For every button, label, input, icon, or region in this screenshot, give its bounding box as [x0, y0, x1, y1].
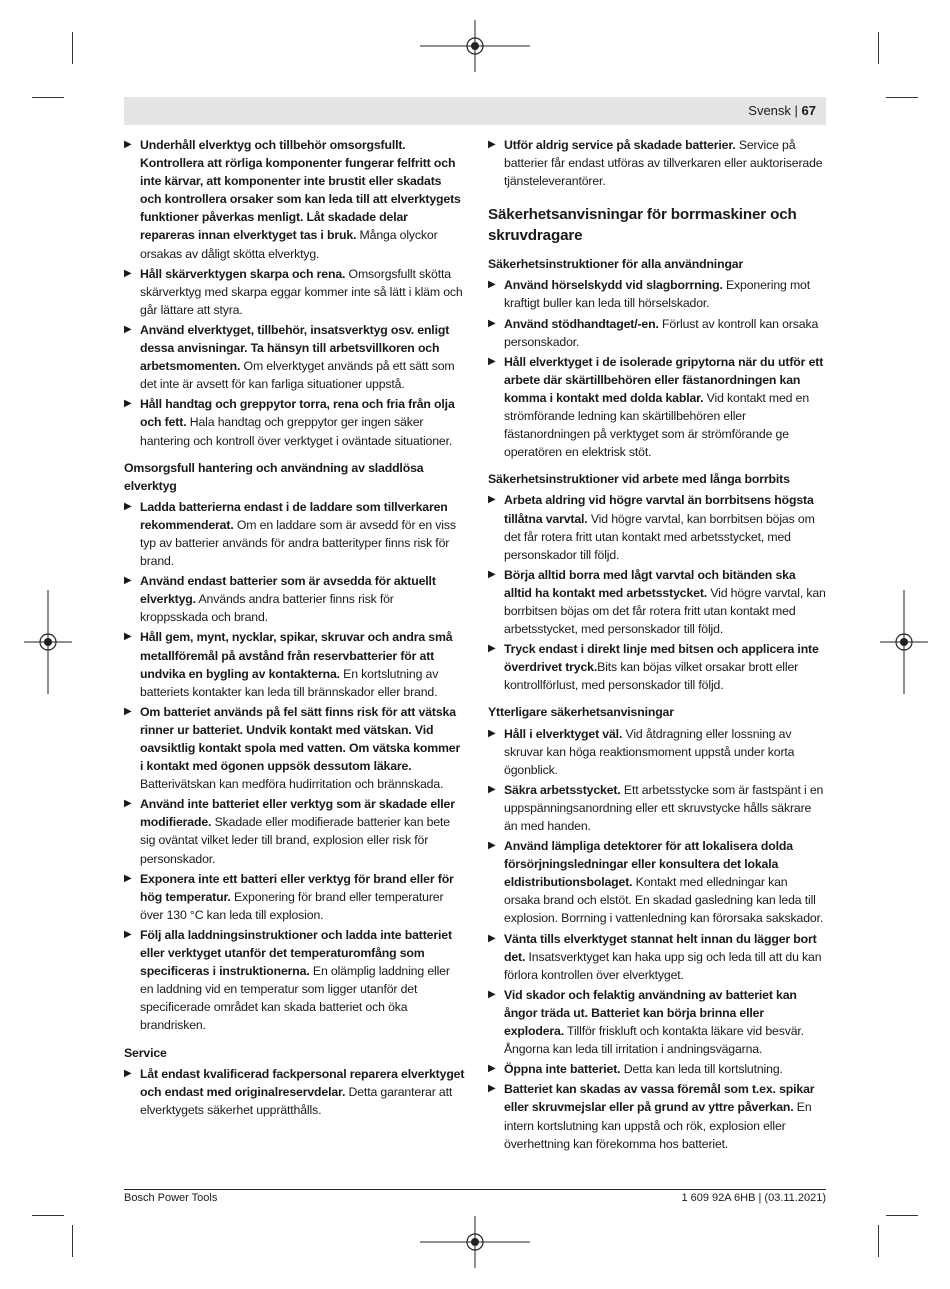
triangle-bullet-icon: ▶ [124, 631, 132, 643]
safety-item [488, 781, 826, 835]
item-body-text: Omsorgsfullt skötta skärverktyg med skarpa eggar kommer inte så lätt i kläm och går lättare att styra. [140, 266, 463, 317]
item-bold-text: Börja alltid borra med lågt varvtal och bitänden ska alltid ha kontakt med arbetsstycket. [504, 567, 796, 600]
item-body-text: Vid åtdragning eller lossning av skruvar kan höga reaktionsmoment uppstå under korta ögonblick. [504, 726, 795, 777]
crop-mark [72, 32, 73, 64]
item-body-text: Vid kontakt med en strömförande ledning kan skärtillbehören eller fästanordningen på verktyget som är strömförande ge operatören en elektrisk stöt. [504, 390, 810, 460]
triangle-bullet-icon: ▶ [488, 494, 496, 506]
triangle-bullet-icon: ▶ [488, 568, 496, 580]
triangle-bullet-icon: ▶ [488, 643, 496, 655]
triangle-bullet-icon: ▶ [124, 1067, 132, 1079]
item-body-text: En olämplig laddning eller en laddning vid en temperatur som ligger utanför det specificerade området kan skada batteriet och öka brandrisken. [140, 964, 450, 1033]
triangle-bullet-icon: ▶ [124, 323, 132, 335]
registration-mark-icon [420, 1216, 530, 1268]
triangle-bullet-icon: ▶ [488, 139, 496, 150]
item-body-text: Om en laddare som är avsedd för en viss typ av batterier används för andra batterityper finns risk för brand. [140, 517, 456, 569]
safety-item [488, 315, 826, 351]
triangle-bullet-icon: ▶ [488, 279, 496, 291]
item-bold-text: Vid skador och felaktig användning av batteriet kan ångor träda ut. Batteriet kan börja brinna eller explodera. [504, 987, 797, 1039]
crop-mark [886, 97, 918, 98]
item-body-text: Om elverktyget används på ett sätt som det inte är avsett för kan farliga situationer uppstå. [140, 359, 455, 392]
safety-item [124, 265, 465, 319]
safety-item [488, 566, 826, 638]
safety-item [124, 498, 465, 570]
item-bold-text: Håll handtag och greppytor torra, rena och fria från olja och fett. [140, 397, 455, 430]
item-bold-text: Om batteriet används på fel sätt finns risk för att vätska rinner ur batteriet. Undvik kontakt med vätskan. Vid oavsiktlig kontakt spola med vatten. Om vätska kommer i kontakt med ögonen uppsök dessutom läkare. [140, 704, 461, 774]
item-body-text: Hala handtag och greppytor ger ingen säker hantering och kontroll över verktyget i oväntade situationer. [140, 415, 453, 448]
registration-mark-icon [420, 20, 530, 72]
safety-item [488, 1060, 826, 1078]
item-body-text: En intern kortslutning kan uppstå och rök, explosion eller överhettning kan förekomma hos batteriet. [504, 1100, 812, 1151]
triangle-bullet-icon: ▶ [488, 317, 496, 329]
item-bold-text: Använd stödhandtaget/-en. [504, 316, 659, 331]
triangle-bullet-icon: ▶ [124, 575, 132, 587]
crop-mark [72, 1225, 73, 1257]
crop-mark [878, 32, 879, 64]
item-bold-text: Ladda batterierna endast i de laddare som tillverkaren rekommenderat. [140, 499, 448, 532]
safety-item [124, 321, 465, 393]
safety-item [124, 795, 465, 867]
left-column [124, 136, 465, 1121]
item-body-text: Vid högre varvtal, kan borrbitsen böjas om det får rotera fritt utan kontakt med arbetsstycket, med personskador till följd. [504, 585, 826, 637]
triangle-bullet-icon: ▶ [124, 705, 132, 717]
item-body-text: Många olyckor orsakas av dåligt skötta elverktyg. [140, 228, 438, 261]
footer-doc-id: 1 609 92A 6HB | (03.11.2021) [681, 1192, 826, 1204]
item-bold-text: Håll skärverktygen skarpa och rena. [140, 266, 346, 281]
footer-publisher: Bosch Power Tools [124, 1192, 218, 1204]
item-body-text: Bits kan böjas vilket orsakar brott eller kontrollförlust, med personskador till följd. [504, 660, 799, 693]
item-body-text: Vid högre varvtal, kan borrbitsen böjas om det får rotera fritt utan kontakt med arbetsstycket, med personskador till följd. [504, 511, 815, 562]
registration-mark-icon [24, 590, 72, 694]
triangle-bullet-icon: ▶ [124, 139, 132, 150]
item-body-text: Används andra batterier finns risk för kroppsskada och brand. [140, 592, 394, 625]
triangle-bullet-icon: ▶ [124, 928, 132, 940]
triangle-bullet-icon: ▶ [124, 267, 132, 279]
header-separator: | [790, 103, 802, 118]
footer-rule [124, 1189, 826, 1190]
triangle-bullet-icon: ▶ [488, 355, 496, 367]
item-bold-text: Håll gem, mynt, nycklar, spikar, skruvar och andra små metallföremål på avstånd från reservbatterier för att undvika en bygling av kontakterna. [140, 630, 453, 681]
safety-item [488, 136, 826, 190]
safety-item [488, 491, 826, 563]
subsection-heading: Ytterligare säkerhetsanvisningar [488, 705, 674, 720]
item-bold-text: Exponera inte ett batteri eller verktyg för brand eller för hög temperatur. [140, 871, 454, 904]
safety-item [488, 276, 826, 312]
crop-mark [32, 97, 64, 98]
safety-item [488, 986, 826, 1058]
item-bold-text: Använd inte batteriet eller verktyg som är skadade eller modifierade. [140, 797, 455, 830]
section-heading: Säkerhetsanvisningar för borrmaskiner och skruvdragare [488, 206, 797, 245]
item-bold-text: Batteriet kan skadas av vassa föremål som t.ex. spikar eller skruvmejslar eller på grund av yttre påverkan. [504, 1082, 815, 1115]
triangle-bullet-icon: ▶ [488, 1083, 496, 1095]
item-bold-text: Vänta tills elverktyget stannat helt innan du lägger bort det. [504, 931, 817, 964]
triangle-bullet-icon: ▶ [124, 398, 132, 410]
item-bold-text: Tryck endast i direkt linje med bitsen och applicera inte överdrivet tryck. [504, 642, 819, 675]
item-bold-text: Underhåll elverktyg och tillbehör omsorgsfullt. Kontrollera att rörliga komponenter fungerar felfritt och inte kärvar, att komponenter inte brustit eller skadats och kontrollera orsaker som kan leda till att elverktygets funktioner påverkas menligt. Låt skadade delar repareras innan elverktyget tas i bruk. [140, 138, 461, 243]
crop-mark [32, 1215, 64, 1216]
subsection-heading: Service [124, 1045, 167, 1060]
registration-mark-icon [880, 590, 928, 694]
triangle-bullet-icon: ▶ [488, 727, 496, 739]
safety-item [488, 640, 826, 694]
triangle-bullet-icon: ▶ [488, 1063, 496, 1075]
item-bold-text: Låt endast kvalificerad fackpersonal reparera elverktyget och endast med originalreservdelar. [140, 1066, 465, 1099]
safety-item [124, 136, 465, 263]
item-body-text: Batterivätskan kan medföra hudirritation och brännskada. [140, 777, 444, 792]
subsection-heading: Omsorgsfull hantering och användning av sladdlösa elverktyg [124, 460, 424, 493]
item-bold-text: Använd elverktyget, tillbehör, insatsverktyg osv. enligt dessa anvisningar. Ta hänsyn till arbetsvillkoren och arbetsmomenten. [140, 322, 450, 374]
triangle-bullet-icon: ▶ [488, 840, 496, 852]
subsection-heading: Säkerhetsinstruktioner för alla användningar [488, 257, 744, 272]
item-body-text: Kontakt med elledningar kan orsaka brand och elstöt. En skadad gasledning kan leda till explosion. Borrning i vattenledning kan förorsaka sakskador. [504, 875, 824, 926]
safety-item [124, 1065, 465, 1119]
item-bold-text: Använd hörselskydd vid slagborrning. [504, 278, 723, 293]
triangle-bullet-icon: ▶ [124, 500, 132, 512]
triangle-bullet-icon: ▶ [488, 783, 496, 795]
safety-item [124, 926, 465, 1035]
safety-item [124, 628, 465, 700]
item-body-text: Ett arbetsstycke som är fastspänt i en uppspänningsanordning eller ett skruvstycke hålls säkrare än med handen. [504, 782, 824, 833]
subsection-heading: Säkerhetsinstruktioner vid arbete med långa borrbits [488, 472, 790, 487]
item-bold-text: Följ alla laddningsinstruktioner och ladda inte batteriet eller verktyget utanför det temperaturomfång som specificeras i instruktionerna. [140, 927, 452, 979]
safety-item [124, 572, 465, 626]
item-bold-text: Arbeta aldring vid högre varvtal än borrbitsens högsta tillåtna varvtal. [504, 493, 814, 526]
item-bold-text: Öppna inte batteriet. [504, 1062, 621, 1077]
page-number: 67 [801, 103, 816, 118]
item-body-text: Detta kan leda till kortslutning. [620, 1062, 783, 1077]
triangle-bullet-icon: ▶ [124, 798, 132, 810]
item-body-text: Skadade eller modifierade batterier kan bete sig oväntat vilket leder till brand, explosion eller risk för personskador. [140, 815, 450, 866]
item-bold-text: Håll elverktyget i de isolerade gripytorna när du utför ett arbete där skärtillbehören eller fästanordningen kan komma i kontakt med dolda kablar. [504, 354, 824, 405]
item-body-text: En kortslutning av batteriets kontakter kan leda till brännskador eller brand. [140, 666, 439, 699]
crop-mark [878, 1225, 879, 1257]
triangle-bullet-icon: ▶ [124, 872, 132, 884]
item-body-text: Exponering mot kraftigt buller kan leda till hörselskador. [504, 278, 811, 311]
item-body-text: Service på batterier får endast utföras av tillverkaren eller auktoriserade tjänsteleverantörer. [504, 138, 823, 189]
triangle-bullet-icon: ▶ [488, 932, 496, 944]
item-body-text: Tillför friskluft och kontakta läkare vid besvär. Ångorna kan leda till irritation i andningsvägarna. [504, 1024, 804, 1057]
item-body-text: Exponering för brand eller temperaturer över 130 °C kan leda till explosion. [140, 889, 444, 922]
safety-item [488, 837, 826, 927]
header-language: Svensk [748, 103, 791, 118]
safety-item [488, 353, 826, 462]
item-body-text: Detta garanterar att elverktygets säkerhet upprätthålls. [140, 1084, 453, 1117]
safety-item [488, 1080, 826, 1152]
safety-item [488, 930, 826, 984]
safety-item [124, 870, 465, 924]
page-header [124, 97, 826, 125]
safety-item [124, 395, 465, 449]
header-text [748, 103, 816, 118]
item-body-text: Förlust av kontroll kan orsaka personskador. [504, 316, 819, 349]
crop-mark [886, 1215, 918, 1216]
item-bold-text: Håll i elverktyget väl. [504, 726, 623, 741]
safety-item [124, 703, 465, 793]
triangle-bullet-icon: ▶ [488, 988, 496, 1000]
item-bold-text: Använd endast batterier som är avsedda för aktuellt elverktyg. [140, 574, 436, 607]
item-bold-text: Använd lämpliga detektorer för att lokalisera dolda försörjningsledningar eller konsultera det lokala eldistributionsbolaget. [504, 839, 793, 890]
item-bold-text: Utför aldrig service på skadade batterier. [504, 138, 736, 152]
item-bold-text: Säkra arbetsstycket. [504, 782, 621, 797]
safety-item [488, 725, 826, 779]
item-body-text: Insatsverktyget kan haka upp sig och leda till att du kan förlora kontrollen över elverktyget. [504, 949, 822, 982]
right-column [488, 136, 826, 1155]
